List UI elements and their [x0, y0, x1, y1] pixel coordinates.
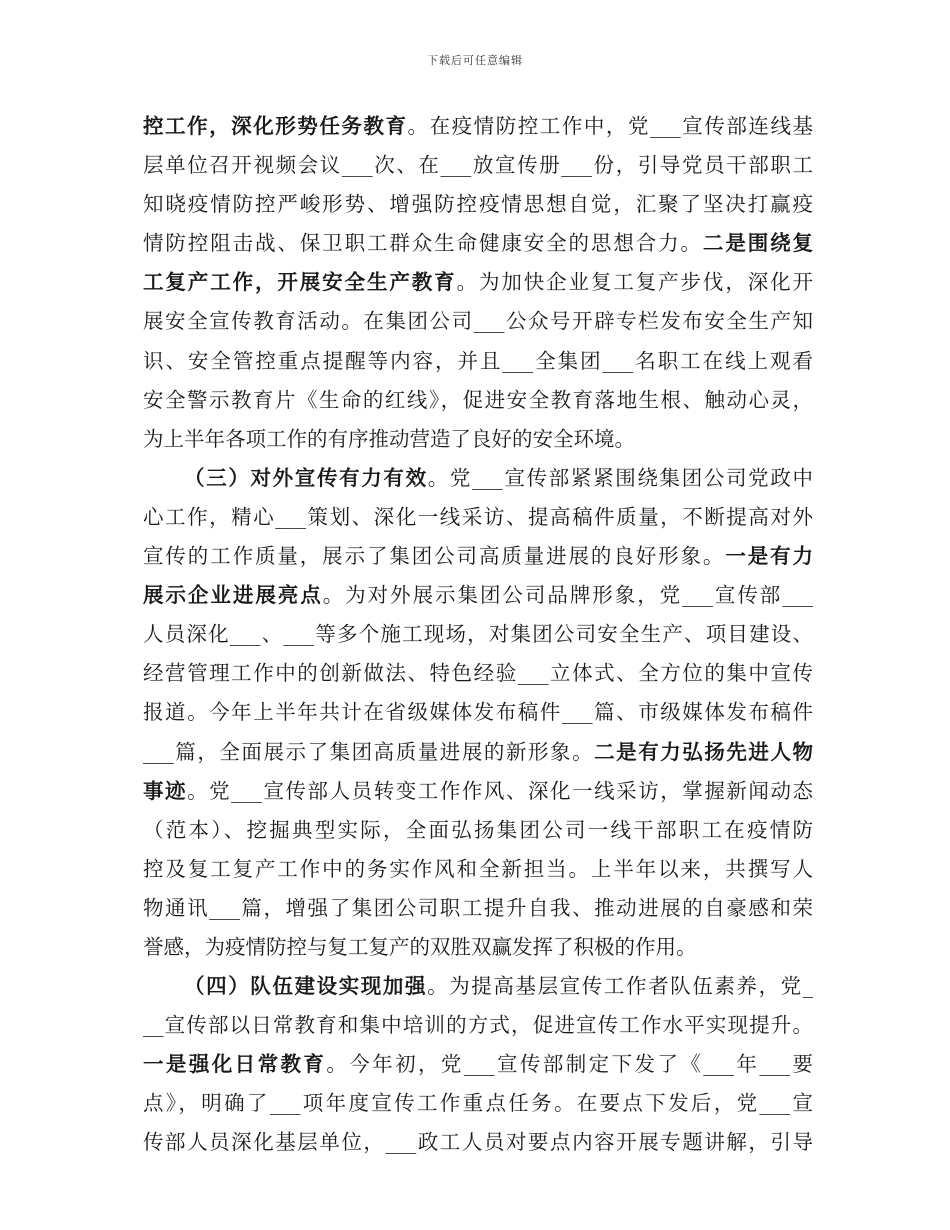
body-text: 情防控阻击战、保卫职工群众生命健康安全的思想合力。 — [143, 231, 703, 256]
body-text: 经营管理工作中的创新做法、特色经验___立体式、全方位的集中宣传 — [143, 661, 813, 686]
text-line — [143, 850, 813, 889]
text-line — [143, 1084, 813, 1123]
body-text: 为上半年各项工作的有序推动营造了良好的安全环境。 — [143, 426, 635, 451]
text-line — [143, 1006, 813, 1045]
body-text: 知晓疫情防控严峻形势、增强防控疫情思想自觉，汇聚了坚决打赢疫 — [143, 192, 813, 217]
text-line — [143, 811, 813, 850]
body-text: 人员深化___、___等多个施工现场，对集团公司安全生产、项目建设、 — [143, 622, 813, 647]
text-line — [143, 302, 813, 341]
text-line — [143, 928, 813, 967]
body-text: 安全警示教育片《生命的红线》，促进安全教育落地生根、触动心灵， — [143, 387, 813, 412]
bold-heading-text: （三）对外宣传有力有效 — [184, 465, 428, 490]
body-text: 誉感，为疫情防控与复工复产的双胜双赢发挥了积极的作用。 — [143, 934, 697, 959]
body-text: 宣传的工作质量，展示了集团公司高质量进展的良好形象。 — [143, 544, 726, 569]
body-text: 控及复工复产工作中的务实作风和全新担当。上半年以来，共撰写人 — [143, 856, 813, 881]
text-line — [143, 185, 813, 224]
text-line — [143, 967, 813, 1006]
text-line — [143, 107, 813, 146]
text-line — [143, 693, 813, 732]
bold-heading-text: 一是有力 — [725, 544, 814, 569]
body-text: 。为加快企业复工复产步伐，深化开 — [456, 270, 814, 295]
text-line — [143, 654, 813, 693]
bold-heading-text: 工复产工作，开展安全生产教育 — [143, 270, 457, 295]
text-line — [143, 263, 813, 302]
bold-heading-text: 展示企业进展亮点 — [143, 583, 323, 608]
text-line — [143, 420, 813, 459]
body-text: 物通讯___篇，增强了集团公司职工提升自我、推动进展的自豪感和荣 — [143, 895, 813, 920]
body-text: 点》，明确了___项年度宣传工作重点任务。在要点下发后，党___宣 — [143, 1091, 813, 1116]
text-line — [143, 381, 813, 420]
body-text: 传部人员深化基层单位，___政工人员对要点内容开展专题讲解，引导 — [143, 1130, 813, 1155]
body-text: 。今年初，党___宣传部制定下发了《___年___要 — [326, 1052, 814, 1077]
text-line — [143, 733, 813, 772]
body-text: 报道。今年上半年共计在省级媒体发布稿件___篇、市级媒体发布稿件 — [143, 700, 813, 725]
text-line — [143, 224, 813, 263]
body-text: 。为对外展示集团公司品牌形象，党___宣传部___ — [322, 583, 814, 608]
body-text: 。党___宣传部紧紧围绕集团公司党政中 — [427, 465, 814, 490]
text-line — [143, 576, 813, 615]
text-line — [143, 342, 813, 381]
bold-heading-text: 事迹 — [143, 778, 188, 803]
text-line — [143, 772, 813, 811]
bold-heading-text: 二是围绕复 — [702, 231, 814, 256]
text-line — [143, 498, 813, 537]
bold-heading-text: 二是有力弘扬先进人物 — [594, 739, 814, 764]
bold-heading-text: 一是强化日常教育 — [143, 1052, 327, 1077]
page-header: 下载后可任意编辑 — [427, 54, 523, 67]
text-line — [143, 1123, 813, 1162]
text-line — [143, 459, 813, 498]
body-text: 。为提高基层宣传工作者队伍素养，党_ — [427, 974, 814, 999]
body-text: 。在疫情防控工作中，党___宣传部连线基 — [407, 114, 814, 138]
body-text: （范本）、挖掘典型实际，全面弘扬集团公司一线干部职工在疫情防 — [143, 817, 813, 842]
text-line — [143, 889, 813, 928]
bold-heading-text: （四）队伍建设实现加强 — [184, 974, 428, 999]
text-line — [143, 146, 813, 185]
document-body — [143, 107, 813, 1163]
body-text: 。党___宣传部人员转变工作作风、深化一线采访，掌握新闻动态 — [187, 778, 814, 803]
body-text: __宣传部以日常教育和集中培训的方式，促进宣传工作水平实现提升。 — [143, 1013, 813, 1038]
body-text: 识、安全管控重点提醒等内容，并且___全集团___名职工在线上观看 — [143, 348, 813, 373]
text-line — [143, 615, 813, 654]
bold-heading-text: 控工作，深化形势任务教育 — [143, 114, 408, 138]
text-line — [143, 537, 813, 576]
body-text: ___篇，全面展示了集团高质量进展的新形象。 — [143, 739, 595, 764]
body-text: 展安全宣传教育活动。在集团公司___公众号开辟专栏发布安全生产知 — [143, 309, 813, 334]
text-line — [143, 1045, 813, 1084]
body-text: 层单位召开视频会议___次、在___放宣传册___份，引导党员干部职工 — [143, 153, 813, 178]
body-text: 心工作，精心___策划、深化一线采访、提高稿件质量，不断提高对外 — [143, 504, 813, 529]
